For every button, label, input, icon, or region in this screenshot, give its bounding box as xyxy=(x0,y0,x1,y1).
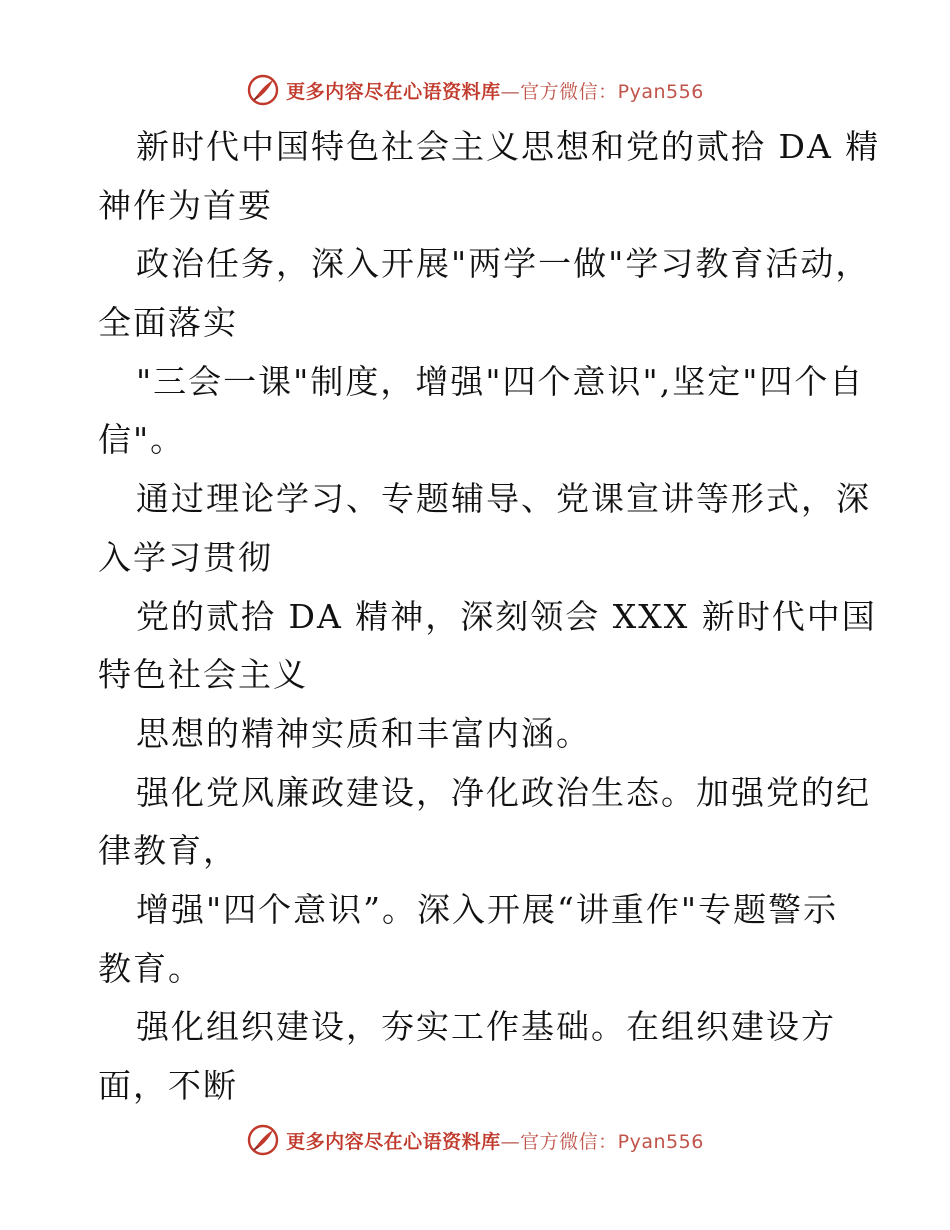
text-line: 律教育， xyxy=(98,831,238,871)
quill-logo-icon xyxy=(246,73,280,107)
watermark-text xyxy=(286,1127,704,1154)
wechat-id: 官方微信：Pyan556 xyxy=(520,80,704,103)
text-line: 强化党风廉政建设，净化政治生态。加强党的纪 xyxy=(136,772,871,812)
text-line: 面，不断 xyxy=(98,1066,238,1105)
wechat-id: 官方微信：Pyan556 xyxy=(520,1130,704,1153)
document-body xyxy=(98,118,881,1116)
text-line: 通过理论学习、专题辅导、党课宣讲等形式，深 xyxy=(136,479,871,519)
text-line: 增强"四个意识”。深入开展“讲重作"专题警示 xyxy=(136,889,839,929)
text-line: 入学习贯彻 xyxy=(98,537,273,577)
text-line: "三会一课"制度，增强"四个意识",坚定"四个自 xyxy=(136,361,865,401)
text-line: 新时代中国特色社会主义思想和党的贰拾 DA 精 xyxy=(136,127,881,166)
text-line: 全面落实 xyxy=(98,303,238,343)
site-name: 更多内容尽在心语资料库 xyxy=(286,1130,501,1153)
separator-dash: — xyxy=(500,80,521,103)
text-line: 政治任务，深入开展"两学一做"学习教育活动， xyxy=(136,244,871,284)
header-watermark-banner xyxy=(0,70,950,110)
site-name: 更多内容尽在心语资料库 xyxy=(286,80,501,103)
text-line: 神作为首要 xyxy=(98,185,273,225)
text-line: 教育。 xyxy=(98,948,203,988)
footer-watermark-banner xyxy=(0,1120,950,1160)
text-line: 强化组织建设，夯实工作基础。在组织建设方 xyxy=(136,1007,836,1047)
separator-dash: — xyxy=(500,1130,521,1153)
text-line: 思想的精神实质和丰富内涵。 xyxy=(136,713,591,753)
text-line: 特色社会主义 xyxy=(98,655,308,695)
text-line: 党的贰拾 DA 精神，深刻领会 XXX 新时代中国 xyxy=(136,596,877,636)
text-line: 信"。 xyxy=(98,420,186,460)
quill-logo-icon xyxy=(246,1123,280,1157)
watermark-text xyxy=(286,77,704,104)
